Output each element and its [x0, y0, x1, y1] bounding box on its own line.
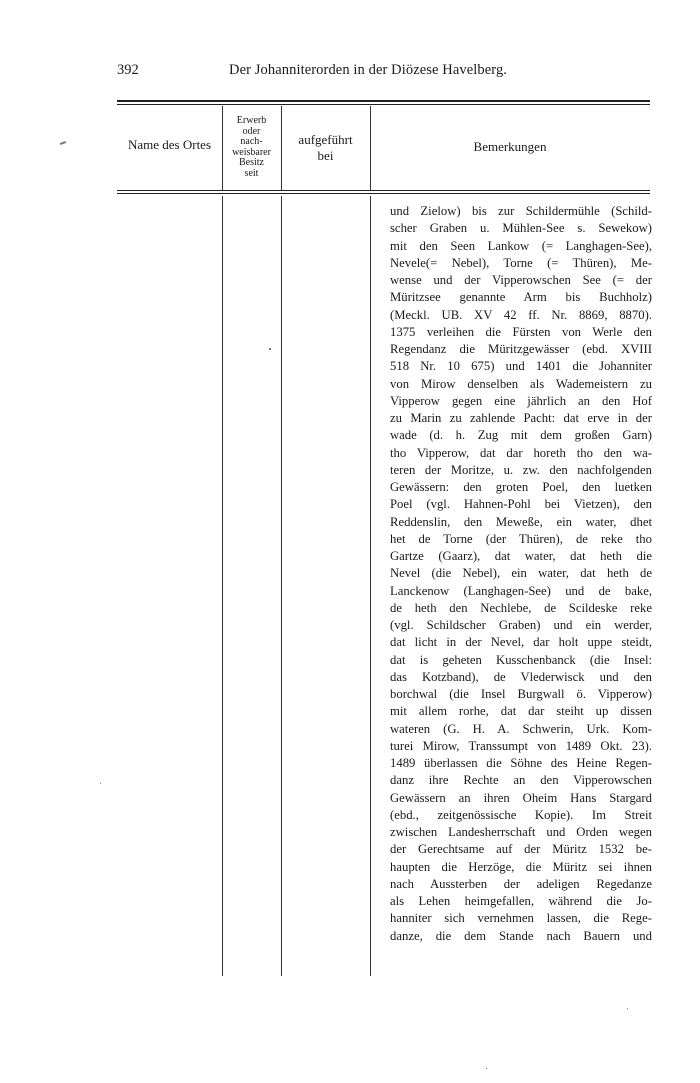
header-bemerkungen: Bemerkungen	[473, 139, 547, 154]
remark-line: Gewässern: den groten Poel, den luetken	[390, 480, 652, 494]
remark-line: danze, die dem Stande nach Bauern und	[390, 928, 652, 943]
remark-line: wade (d. h. Zug mit dem großen Garn)	[390, 428, 652, 443]
remark-line: als Lehen heimgefallen, während die Jo-	[390, 894, 652, 908]
header-erwerb-line: Erwerb	[236, 115, 267, 126]
remark-line: Gartze (Gaarz), dat water, dat heth die	[390, 549, 652, 563]
scan-speck	[269, 348, 271, 350]
remark-line: (Meckl. UB. XV 42 ff. Nr. 8869, 8870).	[390, 307, 652, 322]
remark-line: borchwal (die Insel Burgwall ö. Vipperow)	[390, 687, 652, 701]
remark-line: zu Marin zu zahlende Pacht: dat erve in der	[390, 411, 652, 425]
remark-line: dat licht in der Nevel, dar holt uppe steidt,	[390, 635, 652, 650]
remark-line: Müritzsee genannte Arm bis Buchholz)	[390, 290, 652, 305]
header-bottom-rule-second	[117, 193, 650, 194]
remark-line: tho Vipperow, dat dar horeth tho den wa-	[390, 445, 652, 460]
remark-line: von Mirow denselben als Wademeistern zu	[390, 376, 652, 391]
remark-line: Vipperow gegen eine jährlich an den Hof	[390, 393, 652, 408]
remark-line: scher Graben u. Mühlen-See s. Sewekow)	[390, 221, 652, 236]
column-divider	[222, 196, 223, 976]
running-head	[117, 62, 650, 82]
remark-line: Nevele(= Nebel), Torne (= Thüren), Me-	[390, 255, 652, 270]
remark-line: teren der Moritze, u. zw. den nachfolgenden	[390, 462, 652, 477]
remark-line: und Zielow) bis zur Schildermühle (Schild-	[390, 204, 652, 218]
header-bottom-rule	[117, 190, 650, 191]
remark-line: het de Torne (der Thüren), de reke tho	[390, 531, 652, 546]
remark-line: Gewässern an ihren Oheim Hans Stargard	[390, 790, 652, 805]
remark-line: danz ihre Rechte an den Vipperowschen	[390, 773, 652, 788]
remark-line: nach Aussterben der adeligen Regedanze	[390, 876, 652, 891]
header-erwerb-line: seit	[244, 167, 259, 179]
remark-line: Lanckenow (Langhagen-See) und de bake,	[390, 583, 652, 598]
header-name-des-ortes: Name des Ortes	[127, 137, 212, 152]
remark-line: (ebd., zeitgenössische Kopie). Im Streit	[390, 807, 652, 822]
remark-line: der Gerechtsame auf der Müritz 1532 be-	[390, 842, 652, 857]
page-number: 392	[117, 62, 139, 78]
remark-line: de heth den Nechlebe, de Scildeske reke	[390, 600, 652, 615]
header-erwerb-line: Besitz	[239, 157, 264, 168]
remark-line: Poel (vgl. Hahnen-Pohl bei Vietzen), den	[390, 497, 652, 512]
scan-speck	[627, 1008, 628, 1009]
scan-speck	[486, 1068, 487, 1069]
remark-line: mit allem rorhe, dat dar steiht up dissen	[390, 704, 652, 719]
remark-line: zwischen Landesherrschaft und Orden wegen	[390, 825, 652, 839]
column-divider	[281, 196, 282, 976]
header-erwerb	[222, 116, 281, 179]
column-divider	[370, 196, 371, 976]
remark-line: (vgl. Schildscher Graben) und ein werder,	[390, 618, 652, 632]
remark-line: 1375 verleihen die Fürsten von Werle den	[390, 324, 652, 339]
header-aufgefuehrt	[281, 132, 370, 164]
remark-line: haupten die Herzöge, die Müritz sei ihnen	[390, 859, 652, 874]
remark-line: das Kotzband), de Vlederwisck und den	[390, 669, 652, 684]
remarks-column	[390, 203, 652, 945]
header-aufgefuehrt-line: aufgeführt	[298, 132, 353, 147]
table-top-rule	[117, 100, 650, 102]
remark-line: hanniter sich vernehmen lassen, die Rege-	[390, 911, 652, 926]
remark-line: 1489 überlassen die Söhne des Heine Regen-	[390, 756, 652, 770]
remark-line: Regendanz die Müritzgewässer (ebd. XVIII	[390, 342, 652, 356]
header-erwerb-line: weisbarer	[232, 146, 271, 158]
header-erwerb-line: nach-	[240, 136, 263, 147]
remark-line: 518 Nr. 10 675) und 1401 die Johanniter	[390, 359, 652, 374]
remark-line: mit den Seen Lankow (= Langhagen-See),	[390, 238, 652, 253]
remark-line: Reddenslin, den Meweße, ein water, dhet	[390, 514, 652, 529]
header-erwerb-line: oder	[242, 125, 261, 137]
remark-line: dat is geheten Kusschenbanck (die Insel:	[390, 652, 652, 667]
remark-line: turei Mirow, Transsumpt von 1489 Okt. 23).	[390, 738, 652, 753]
remark-line: wateren (G. H. A. Schwerin, Urk. Kom-	[390, 721, 652, 736]
scan-speck	[60, 141, 66, 145]
scan-speck	[100, 783, 101, 784]
header-aufgefuehrt-line: bei	[317, 148, 334, 163]
remark-line: Nevel (die Nebel), ein water, dat heth de	[390, 566, 652, 581]
remark-line: wense und der Vipperowschen See (= der	[390, 273, 652, 287]
table-top-rule-thin	[117, 104, 650, 105]
running-title: Der Johanniterorden in der Diözese Havelberg.	[229, 62, 508, 78]
